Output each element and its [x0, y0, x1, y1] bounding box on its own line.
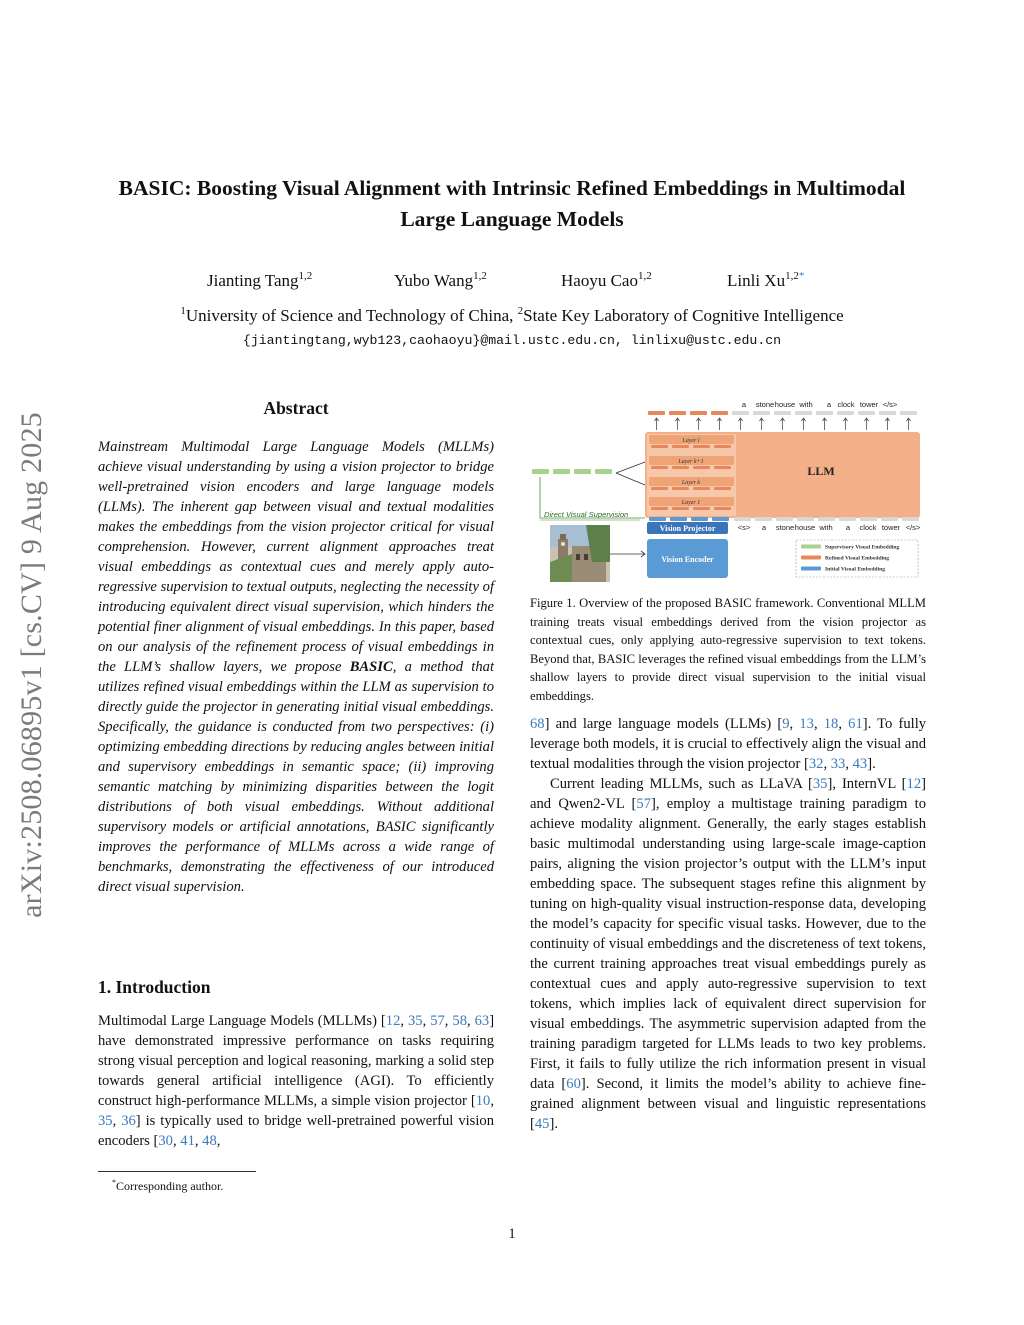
affil-2: State Key Laboratory of Cognitive Intelligence — [523, 306, 844, 325]
author-emails: {jiantingtang,wyb123,caohaoyu}@mail.ustc.edu.cn, linlixu@ustc.edu.cn — [242, 333, 782, 348]
footnote-mark: * — [112, 1178, 116, 1187]
paragraph-text: ], employ a multistage training paradigm to achieve modality alignment. Generally, the early stages establish basic multimodal understanding using large-scale image-caption pairs, aligning the vision projector’s output with the LLM’s input embedding space. The subsequent stages refine this alignment by tuning on high-quality visual instruction-response data, developing the model’s capacity for specific visual tasks. However, due to the continuity of visual embeddings and the discreteness of text tokens, the current training approaches treat visual embeddings purely as contextual cues and apply auto-regressive supervision to text tokens, which implies lack of equivalent direct supervision for visual embeddings. The asymmetric supervision adapted from the training paradigm targeted for LLMs leads to two key problems. First, it fails to fully utilize the rich information present in visual data [ — [530, 796, 926, 1092]
output-embedding — [732, 411, 749, 415]
paragraph-text: Multimodal Large Language Models (MLLMs) [ — [98, 1013, 386, 1029]
citation-link[interactable]: 45 — [534, 1116, 550, 1132]
input-token: stone — [775, 523, 795, 532]
citation-link[interactable]: 18 — [823, 716, 839, 732]
initial-embedding — [670, 517, 687, 521]
citation-link[interactable]: 60 — [566, 1076, 581, 1092]
vision-projector-label: Vision Projector — [659, 524, 716, 533]
citation-link[interactable]: 30 — [158, 1133, 173, 1149]
paragraph-text: ] and large language models (LLMs) [ — [544, 716, 783, 732]
input-token: a — [845, 523, 851, 532]
paragraph-text: , — [466, 1013, 475, 1029]
legend-label: Initial Visual Embedding — [825, 566, 885, 573]
initial-embedding — [712, 517, 729, 521]
paragraph-text: , — [789, 716, 800, 732]
layer-label: Layer 1 — [681, 500, 701, 506]
citation-link[interactable]: 35 — [407, 1013, 423, 1029]
supervision-arrow-upper — [616, 462, 645, 473]
citation-link[interactable]: 13 — [799, 716, 814, 732]
supervision-arrow-lower — [616, 473, 645, 485]
paragraph-text: , — [823, 756, 831, 772]
affil-2-number: 2 — [517, 305, 524, 317]
citation-link[interactable]: 48 — [202, 1133, 217, 1149]
abstract-heading: Abstract — [263, 398, 329, 418]
output-token: a — [826, 400, 832, 409]
refined-embedding — [714, 466, 731, 469]
output-embedding — [774, 411, 791, 415]
affiliations — [0, 305, 1024, 326]
citation-link[interactable]: 57 — [430, 1013, 445, 1029]
paragraph-text: ]. — [867, 756, 876, 772]
author-4 — [727, 270, 804, 291]
refined-embedding — [651, 445, 668, 448]
refined-embedding — [651, 466, 668, 469]
citation-link[interactable]: 36 — [121, 1113, 136, 1129]
refined-embedding — [672, 487, 689, 490]
abstract-body — [98, 437, 494, 897]
initial-embedding — [691, 517, 708, 521]
refined-embedding — [672, 466, 689, 469]
paragraph-text: ] and Qwen2-VL [ — [530, 776, 926, 812]
citation-link[interactable]: 33 — [830, 756, 846, 772]
legend-swatch — [801, 545, 821, 549]
input-token: house — [794, 523, 816, 532]
author-list — [0, 270, 1024, 294]
citation-link[interactable]: 68 — [530, 716, 545, 732]
affil-1: University of Science and Technology of China, — [185, 306, 518, 325]
method-name: BASIC — [349, 659, 393, 675]
citation-link[interactable]: 41 — [180, 1133, 195, 1149]
paper-title: BASIC: Boosting Visual Alignment with Intrinsic Refined Embeddings in Multimodal Large Language Models — [118, 176, 906, 231]
paragraph-text: , — [216, 1133, 221, 1149]
footnote — [112, 1178, 223, 1194]
citation-link[interactable]: 9 — [782, 716, 790, 732]
citation-link[interactable]: 32 — [808, 756, 824, 772]
citation-link[interactable]: 35 — [98, 1113, 113, 1129]
output-embedding — [816, 411, 833, 415]
layer-label: Layer k+1 — [678, 459, 704, 465]
output-token: </s> — [882, 400, 898, 409]
intro-paragraph-right-1 — [530, 714, 926, 774]
author-3-name: Haoyu Cao — [561, 271, 638, 290]
paragraph-text: ], InternVL [ — [827, 776, 907, 792]
legend-label: Supervisory Visual Embedding — [825, 544, 900, 551]
output-embedding — [879, 411, 896, 415]
author-1-name: Jianting Tang — [207, 271, 299, 290]
output-token: a — [741, 400, 747, 409]
paragraph-text: , — [838, 716, 849, 732]
refined-embedding — [693, 507, 710, 510]
paragraph-text: ] is typically used to bridge well-pretrained powerful vision encoders [ — [98, 1113, 494, 1149]
paragraph-text: ] have demonstrated impressive performance on tasks requiring strong visual perception and logical reasoning, marking a solid step towards general artificial intelligence (AGI). To efficiently construct high-performance MLLMs, a simple vision projector [ — [98, 1013, 495, 1109]
output-token: with — [799, 400, 813, 409]
text-embedding — [860, 517, 877, 521]
author-2 — [394, 270, 487, 291]
output-embedding — [837, 411, 854, 415]
refined-embedding — [651, 487, 668, 490]
citation-link[interactable]: 61 — [848, 716, 863, 732]
affil-1-number: 1 — [180, 305, 186, 317]
figure-1 — [528, 394, 928, 584]
output-embedding — [753, 411, 770, 415]
arxiv-id: arXiv:2508.06895v1 [cs.CV] 9 Aug 2025 — [15, 412, 48, 918]
output-token: tower — [859, 400, 879, 409]
arxiv-stamp — [12, 375, 52, 955]
text-embedding — [734, 517, 751, 521]
paragraph-text: ]. — [549, 1116, 558, 1132]
direct-supervision-label: Direct Visual Supervision — [544, 510, 629, 519]
input-token: <s> — [737, 523, 751, 532]
output-token: house — [774, 400, 796, 409]
output-embedding — [648, 411, 665, 415]
refined-embedding — [714, 507, 731, 510]
legend-swatch — [801, 556, 821, 560]
author-2-name: Yubo Wang — [394, 271, 474, 290]
paragraph-text: , — [194, 1133, 203, 1149]
citation-link[interactable]: 57 — [636, 796, 651, 812]
refined-embedding — [672, 507, 689, 510]
output-token: clock — [837, 400, 855, 409]
author-1-affil: 1,2 — [298, 270, 313, 282]
layer-label: Layer l — [682, 438, 700, 444]
paragraph-text: , — [490, 1093, 494, 1109]
text-embedding — [881, 517, 898, 521]
input-token: tower — [881, 523, 901, 532]
output-token: stone — [755, 400, 775, 409]
input-image — [550, 525, 610, 582]
figure-1-caption: Figure 1. Overview of the proposed BASIC framework. Conventional MLLM training treats visual embeddings derived from the vision projector as contextual cues, only applying auto-regressive supervision to text tokens. Beyond that, BASIC leverages the refined visual embeddings from the LLM’s shallow layers to provide direct visual supervision to the initial visual embeddings. — [530, 596, 926, 703]
paragraph-text: , — [400, 1013, 408, 1029]
supervisory-embedding — [574, 469, 591, 474]
page-number: 1 — [508, 1226, 516, 1242]
refined-embedding — [693, 445, 710, 448]
citation-link[interactable]: 35 — [812, 776, 828, 792]
author-2-affil: 1,2 — [473, 270, 487, 282]
text-embedding — [902, 517, 919, 521]
section-heading-introduction: 1. Introduction — [98, 977, 211, 997]
vision-encoder-label: Vision Encoder — [661, 555, 714, 564]
output-embedding — [711, 411, 728, 415]
citation-link[interactable]: 43 — [852, 756, 868, 772]
output-embedding-row — [648, 411, 917, 415]
input-token-row — [738, 523, 921, 532]
text-embedding — [776, 517, 793, 521]
paragraph-text: ]. To fully leverage both models, it is crucial to effectively align the visual and textual modalities through the vision projector [ — [530, 716, 927, 772]
text-embedding — [755, 517, 772, 521]
figure-legend — [796, 540, 918, 577]
intro-right-column — [530, 714, 926, 1134]
input-token: with — [819, 523, 833, 532]
paragraph-text: Current leading MLLMs, such as LLaVA [ — [550, 776, 813, 792]
citation-link[interactable]: 12 — [906, 776, 922, 792]
paragraph-text: , — [172, 1133, 181, 1149]
citation-link[interactable]: 12 — [385, 1013, 401, 1029]
supervisory-embedding — [532, 469, 549, 474]
author-3-affil: 1,2 — [637, 270, 652, 282]
refined-embedding — [651, 507, 668, 510]
footnote-text: Corresponding author. — [116, 1179, 224, 1193]
output-embedding — [858, 411, 875, 415]
legend-swatch — [801, 567, 821, 571]
supervisory-embedding — [553, 469, 570, 474]
refined-embedding — [672, 445, 689, 448]
citation-link[interactable]: 58 — [452, 1013, 467, 1029]
paragraph-text: , — [845, 756, 853, 772]
llm-label: LLM — [807, 464, 835, 478]
refined-embedding — [714, 487, 731, 490]
abstract-text-after: , a method that utilizes refined visual embeddings within the LLM as supervision to directly guide the projector in generating initial visual embeddings. Specifically, the guidance is conducted from two perspectives: (i) optimizing embedding directions by reducing angles between initial and supervisory embeddings in semantic space; (ii) improving semantic matching by minimizing disparities between the logit distributions of both visual embeddings. Without additional supervisory models or artificial annotations, BASIC significantly improves the performance of MLLMs across a wide range of benchmarks, demonstrating the effectiveness of our introduced direct visual supervision. — [98, 659, 494, 895]
refined-embedding — [714, 445, 731, 448]
input-token: clock — [859, 523, 877, 532]
output-arrows — [655, 418, 911, 430]
initial-embedding — [649, 517, 666, 521]
intro-paragraph-left — [98, 1011, 494, 1151]
author-1 — [207, 270, 312, 291]
intro-paragraph-right-2 — [530, 774, 926, 1134]
output-embedding — [690, 411, 707, 415]
corresponding-author-mark[interactable]: * — [798, 270, 805, 282]
abstract-text-before: Mainstream Multimodal Large Language Models (MLLMs) achieve visual understanding by using a vision projector to bridge well-pretrained vision encoders and large language models (LLMs). The inherent gap between visual and textual modalities makes the embeddings from the vision projector critical for visual comprehension. However, current alignment approaches treat visual embeddings as contextual cues and merely apply auto-regressive supervision to textual outputs, neglecting the necessity of introducing equivalent direct visual supervision, which hinders the potential finer alignment of visual embeddings. In this paper, based on our analysis of the refinement process of visual embeddings in the LLM’s shallow layers, we propose — [98, 439, 494, 675]
paragraph-text: , — [444, 1013, 453, 1029]
citation-link[interactable]: 10 — [475, 1093, 491, 1109]
refined-embedding — [693, 466, 710, 469]
legend-label: Refined Visual Embedding — [825, 555, 890, 562]
author-3 — [561, 270, 652, 291]
refined-embedding — [693, 487, 710, 490]
paragraph-text: , — [422, 1013, 431, 1029]
input-token: a — [761, 523, 767, 532]
text-embedding — [797, 517, 814, 521]
author-4-name: Linli Xu — [727, 271, 786, 290]
citation-link[interactable]: 63 — [474, 1013, 490, 1029]
author-4-affil: 1,2 — [785, 270, 799, 282]
output-embedding — [669, 411, 686, 415]
text-embedding — [818, 517, 835, 521]
output-embedding — [900, 411, 917, 415]
supervisory-embedding — [595, 469, 612, 474]
output-embedding — [795, 411, 812, 415]
input-token: </s> — [905, 523, 921, 532]
paragraph-text: ]. Second, it limits the model’s ability to achieve fine-grained alignment between visual and linguistic representations [ — [530, 1076, 926, 1132]
paragraph-text: , — [112, 1113, 122, 1129]
layer-label: Layer k — [681, 480, 701, 486]
paragraph-text: , — [813, 716, 824, 732]
footnote-rule — [98, 1171, 256, 1172]
supervisory-embeddings — [532, 469, 612, 474]
text-embedding — [839, 517, 856, 521]
output-token-row — [742, 400, 898, 409]
